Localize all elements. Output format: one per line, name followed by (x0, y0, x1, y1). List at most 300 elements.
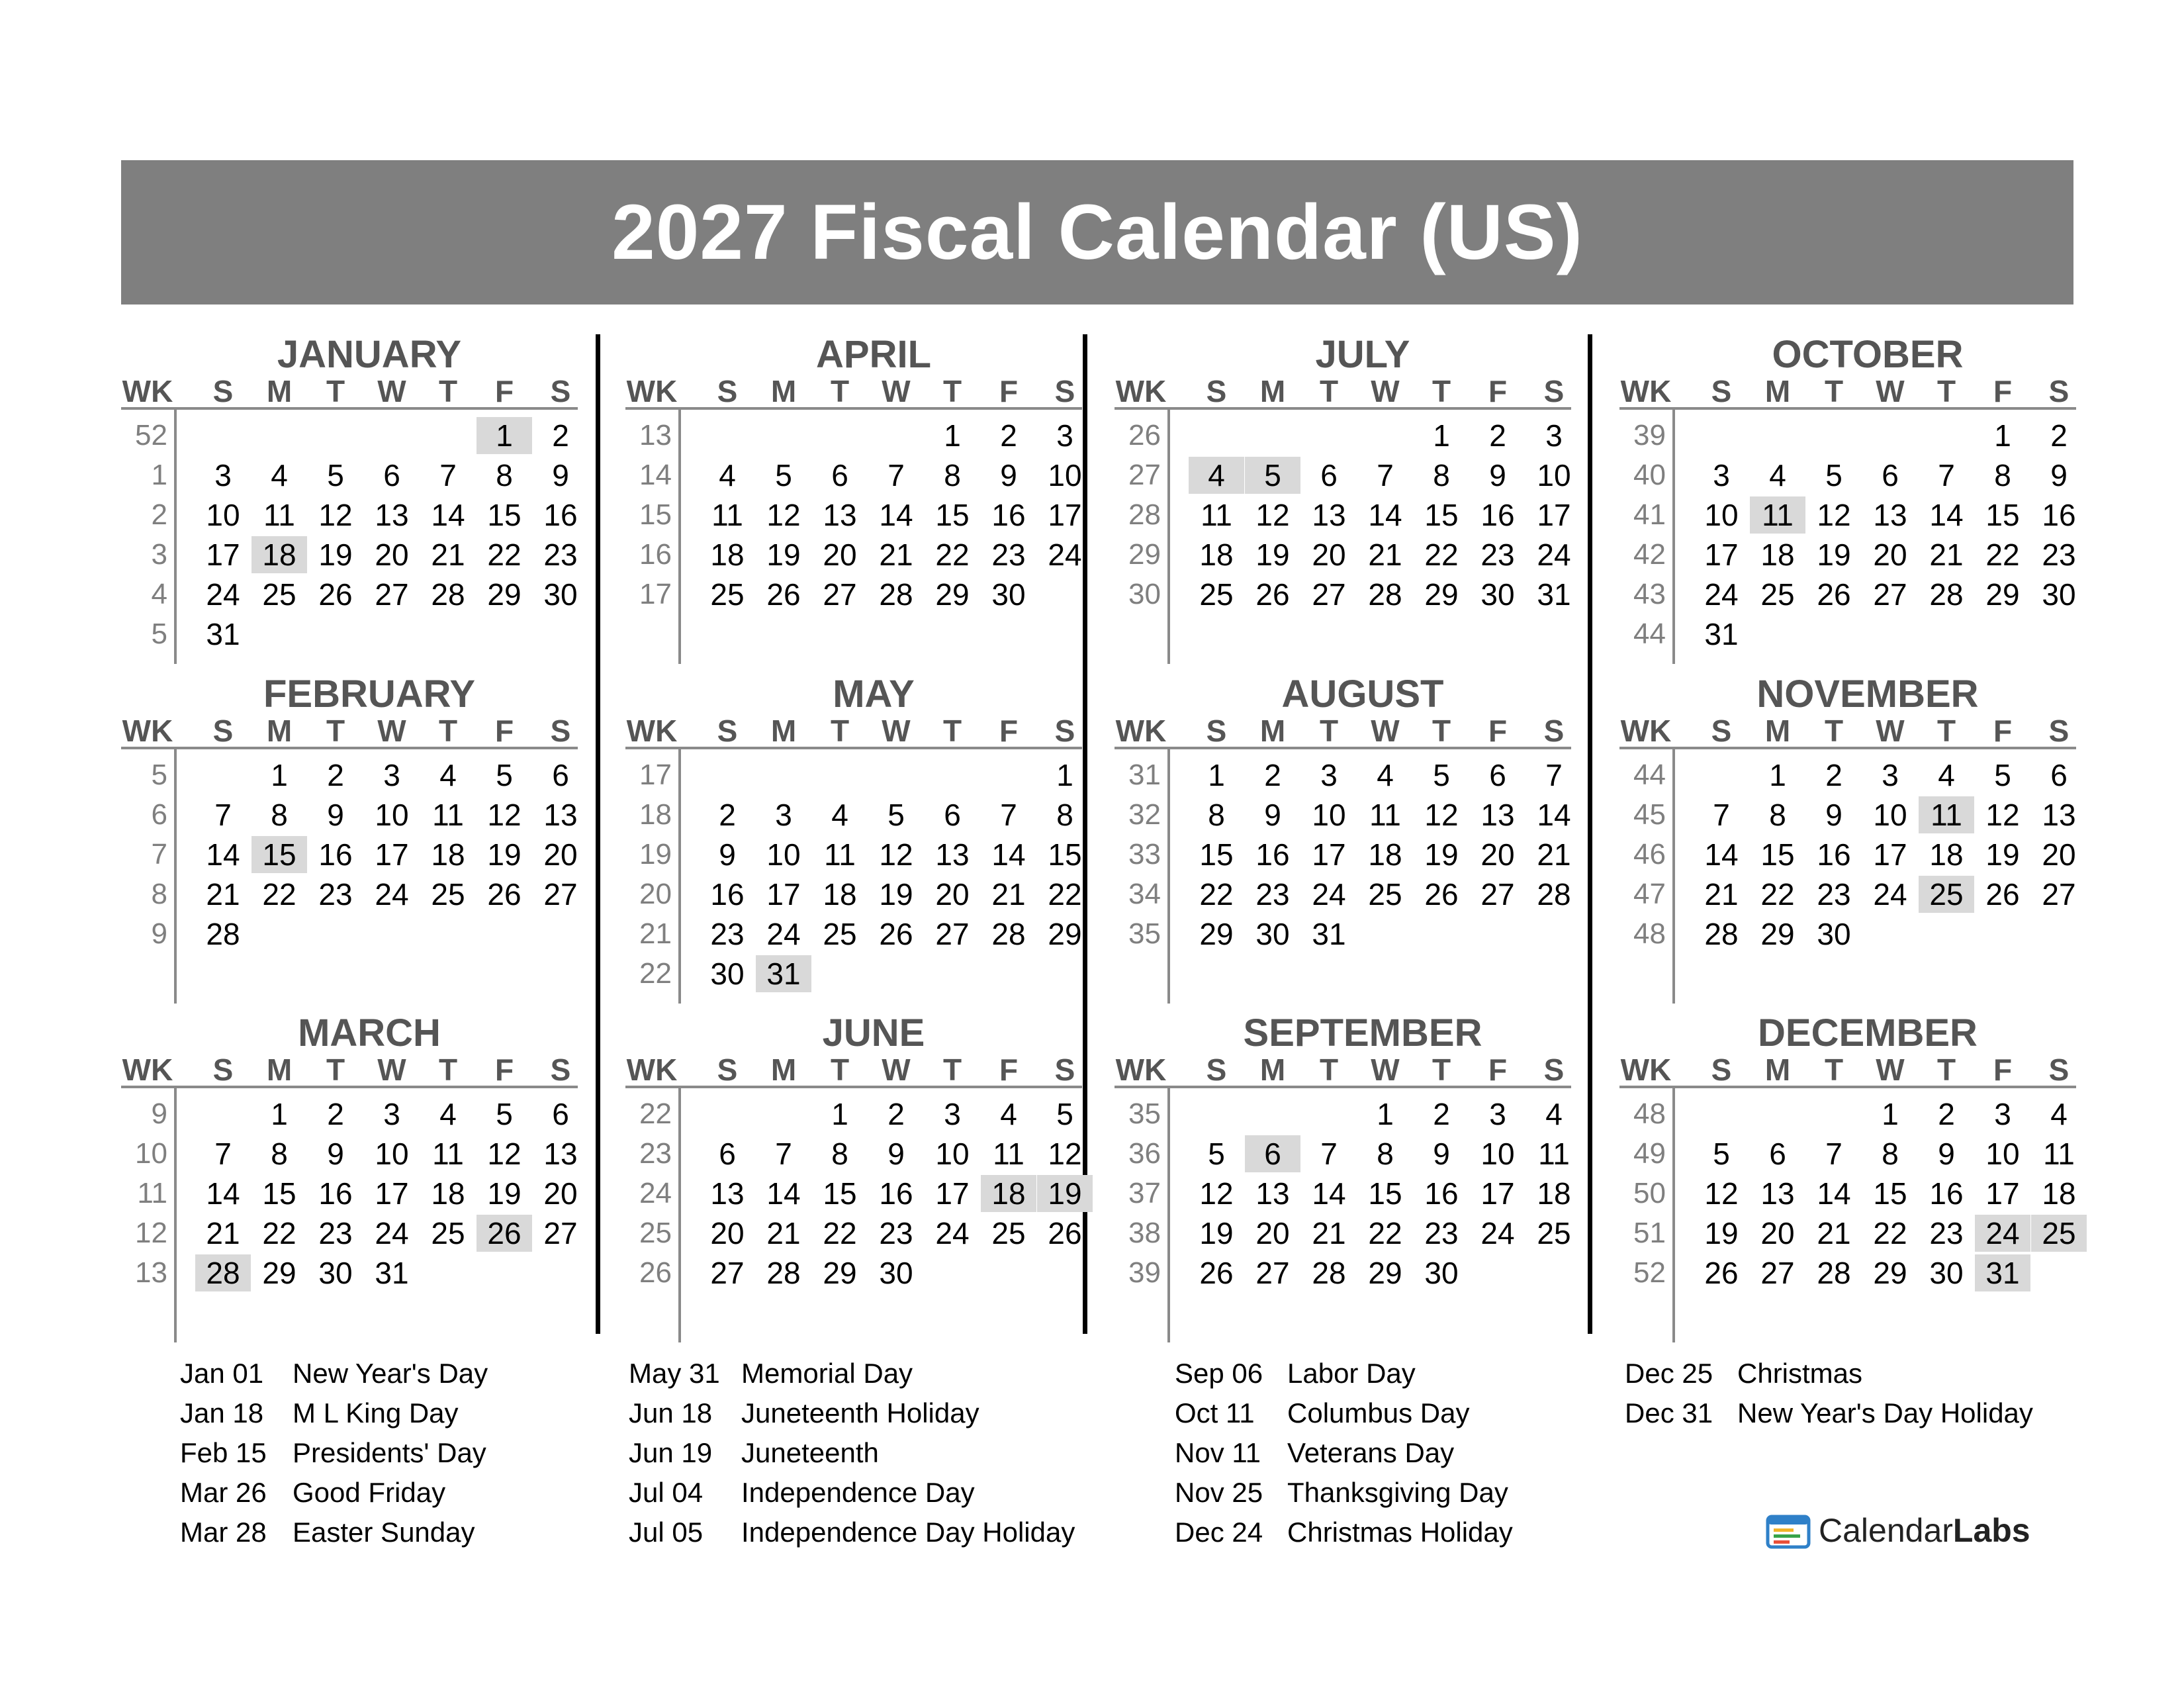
date-cell: 12 (1048, 1137, 1082, 1171)
weekday-header-cell: W (1371, 714, 1400, 748)
holiday-date-cell: 1 (477, 417, 532, 454)
date-cell: 6 (552, 1097, 569, 1131)
date-cell: 16 (318, 837, 353, 872)
weekday-header-cell: S (212, 1053, 234, 1087)
holiday-item (180, 1513, 488, 1552)
weekday-header-cell: W (1371, 374, 1400, 408)
week-divider (1672, 1088, 1675, 1342)
holiday-name: Good Friday (293, 1477, 446, 1508)
date-cell: 1 (271, 1097, 288, 1131)
weekday-header (121, 1054, 578, 1088)
date-cell: 18 (431, 837, 465, 872)
date-cell: 13 (823, 498, 857, 532)
date-cell: 20 (543, 1176, 578, 1211)
week-number: 43 (1633, 578, 1666, 610)
date-cell: 13 (1255, 1176, 1290, 1211)
weekday-header-cell: M (266, 714, 293, 748)
holiday-date: Dec 31 (1625, 1397, 1713, 1429)
week-divider (1167, 410, 1170, 664)
week-number: 47 (1633, 878, 1666, 910)
date-cell: 16 (543, 498, 578, 532)
weekday-header-cell: F (494, 714, 514, 748)
date-cell: 17 (206, 538, 240, 572)
date-cell: 4 (719, 458, 736, 492)
holiday-date: May 31 (629, 1358, 720, 1389)
date-cell: 30 (879, 1256, 913, 1290)
date-cell: 2 (1938, 1097, 1955, 1131)
date-cell: 6 (1769, 1137, 1786, 1171)
date-cell: 24 (206, 577, 240, 612)
weekday-header-cell: T (942, 374, 962, 408)
date-cell: 3 (944, 1097, 961, 1131)
date-cell: 11 (432, 1137, 464, 1171)
date-cell: 10 (1873, 798, 1907, 832)
date-cell: 11 (2043, 1137, 2075, 1171)
holiday-date: Jul 04 (629, 1477, 704, 1508)
holiday-name: Veterans Day (1287, 1437, 1455, 1468)
week-number: 13 (135, 1256, 167, 1289)
date-cell: 17 (1985, 1176, 2020, 1211)
weekday-header-cell: T (326, 1053, 345, 1087)
week-number: 37 (1128, 1177, 1161, 1209)
date-cell: 5 (887, 798, 905, 832)
date-cell: 14 (1704, 837, 1739, 872)
date-cell: 19 (1985, 837, 2020, 872)
date-cell: 18 (823, 877, 857, 912)
holiday-item (629, 1513, 1075, 1552)
weekday-header-cell: T (830, 714, 850, 748)
date-cell: 23 (1424, 1216, 1459, 1250)
week-number: 23 (639, 1137, 672, 1170)
date-cell: 25 (823, 917, 857, 951)
weekday-header-cell: T (1319, 374, 1339, 408)
week-number: 50 (1633, 1177, 1666, 1209)
holiday-name: Christmas Holiday (1287, 1517, 1513, 1548)
date-cell: 9 (719, 837, 736, 872)
date-cell: 9 (327, 798, 344, 832)
weekday-header-cell: W (1371, 1053, 1400, 1087)
weekday-header (625, 715, 1082, 749)
date-cell: 23 (2042, 538, 2076, 572)
date-cell: 28 (1817, 1256, 1851, 1290)
date-cell: 4 (271, 458, 288, 492)
date-cell: 10 (766, 837, 801, 872)
month-name: OCTOBER (1772, 333, 1964, 376)
date-cell: 29 (1424, 577, 1459, 612)
date-cell: 24 (1704, 577, 1739, 612)
week-number: 26 (1128, 419, 1161, 451)
date-cell: 2 (1433, 1097, 1450, 1131)
date-cell: 12 (487, 1137, 522, 1171)
weekday-header-cell: F (1993, 374, 2013, 408)
date-cell: 14 (431, 498, 465, 532)
date-cell: 15 (487, 498, 522, 532)
weekday-header-cell: M (770, 1053, 797, 1087)
week-number: 19 (639, 838, 672, 870)
date-cell: 1 (831, 1097, 848, 1131)
date-cell: 24 (1537, 538, 1571, 572)
month-may (625, 674, 1082, 1005)
weekday-header-cell: S (1206, 1053, 1227, 1087)
date-cell: 25 (710, 577, 745, 612)
date-cell: 9 (552, 458, 569, 492)
date-cell: 7 (1320, 1137, 1338, 1171)
date-cell: 9 (1433, 1137, 1450, 1171)
date-cell: 3 (1994, 1097, 2011, 1131)
month-name: JULY (1315, 333, 1410, 376)
weekday-header-cell: W (882, 714, 911, 748)
date-cell: 15 (1368, 1176, 1402, 1211)
date-cell: 19 (1255, 538, 1290, 572)
week-number: 2 (151, 498, 167, 531)
date-cell: 26 (1424, 877, 1459, 912)
weekday-header-cell: T (1319, 1053, 1339, 1087)
month-january (121, 334, 578, 665)
date-cell: 23 (1480, 538, 1515, 572)
date-cell: 26 (1817, 577, 1851, 612)
date-cell: 20 (1312, 538, 1346, 572)
holiday-date: Mar 26 (180, 1477, 267, 1508)
week-number: 31 (1128, 759, 1161, 791)
date-cell: 4 (831, 798, 848, 832)
month-june (625, 1013, 1082, 1344)
date-cell: 4 (2050, 1097, 2068, 1131)
week-number: 20 (639, 878, 672, 910)
date-cell: 4 (439, 1097, 457, 1131)
weekday-header-cell: S (1054, 714, 1075, 748)
date-cell: 12 (1424, 798, 1459, 832)
date-cell: 29 (1985, 577, 2020, 612)
date-cell: 9 (1938, 1137, 1955, 1171)
date-cell: 19 (487, 1176, 522, 1211)
date-cell: 3 (214, 458, 232, 492)
week-number: 16 (639, 538, 672, 571)
date-cell: 16 (1480, 498, 1515, 532)
weekday-header-cell: W (882, 1053, 911, 1087)
month-name: APRIL (816, 333, 931, 376)
week-column-header: WK (122, 714, 173, 748)
week-number: 6 (151, 798, 167, 831)
weekday-header-cell: T (1824, 374, 1844, 408)
date-cell: 22 (823, 1216, 857, 1250)
week-number: 36 (1128, 1137, 1161, 1170)
date-cell: 25 (1199, 577, 1234, 612)
date-cell: 4 (1938, 758, 1955, 792)
holiday-date-cell: 11 (1750, 496, 1805, 534)
date-cell: 5 (1208, 1137, 1225, 1171)
date-cell: 13 (543, 798, 578, 832)
date-cell: 27 (375, 577, 409, 612)
date-cell: 10 (375, 798, 409, 832)
weekday-header-cell: S (1206, 714, 1227, 748)
date-cell: 22 (262, 877, 296, 912)
holiday-name: Memorial Day (741, 1358, 913, 1389)
date-cell: 10 (206, 498, 240, 532)
date-cell: 29 (487, 577, 522, 612)
month-name: MAY (833, 673, 915, 716)
date-cell: 25 (1760, 577, 1795, 612)
date-cell: 21 (206, 877, 240, 912)
holiday-date: Oct 11 (1175, 1397, 1255, 1429)
weekday-header (1619, 375, 2076, 410)
date-cell: 7 (1377, 458, 1394, 492)
weekday-header-cell: F (494, 374, 514, 408)
weekday-header-cell: M (1259, 374, 1286, 408)
date-cell: 2 (1489, 418, 1506, 453)
date-cell: 27 (935, 917, 970, 951)
date-cell: 21 (1817, 1216, 1851, 1250)
weekday-header-cell: T (942, 714, 962, 748)
date-cell: 10 (935, 1137, 970, 1171)
date-cell: 20 (1873, 538, 1907, 572)
date-cell: 13 (1760, 1176, 1795, 1211)
month-name: FEBRUARY (263, 673, 476, 716)
date-cell: 13 (543, 1137, 578, 1171)
date-cell: 9 (2050, 458, 2068, 492)
date-cell: 31 (206, 617, 240, 651)
month-november (1619, 674, 2076, 1005)
date-cell: 12 (879, 837, 913, 872)
month-september (1115, 1013, 1571, 1344)
date-cell: 29 (1048, 917, 1082, 951)
date-cell: 5 (1056, 1097, 1073, 1131)
date-cell: 30 (1424, 1256, 1459, 1290)
week-number: 35 (1128, 917, 1161, 950)
date-cell: 8 (1208, 798, 1225, 832)
date-cell: 13 (1873, 498, 1907, 532)
date-cell: 1 (1208, 758, 1225, 792)
week-column-header: WK (1620, 714, 1672, 748)
holiday-name: Juneteenth (741, 1437, 879, 1468)
date-cell: 13 (375, 498, 409, 532)
date-cell: 20 (543, 837, 578, 872)
weekday-header-cell: S (1711, 714, 1732, 748)
date-cell: 16 (879, 1176, 913, 1211)
date-cell: 29 (935, 577, 970, 612)
date-cell: 2 (1264, 758, 1281, 792)
date-cell: 5 (1994, 758, 2011, 792)
weekday-header-cell: M (1259, 714, 1286, 748)
date-cell: 1 (1994, 418, 2011, 453)
date-cell: 28 (766, 1256, 801, 1290)
date-cell: 7 (1545, 758, 1563, 792)
date-cell: 29 (1760, 917, 1795, 951)
date-cell: 28 (991, 917, 1026, 951)
date-cell: 15 (1760, 837, 1795, 872)
date-cell: 22 (1424, 538, 1459, 572)
date-cell: 29 (1199, 917, 1234, 951)
week-number: 9 (151, 917, 167, 950)
date-cell: 30 (1480, 577, 1515, 612)
date-cell: 15 (1985, 498, 2020, 532)
date-cell: 26 (766, 577, 801, 612)
weekday-header-cell: T (438, 374, 458, 408)
weekday-header-cell: F (1993, 1053, 2013, 1087)
holiday-item (1625, 1393, 2033, 1433)
week-column-header: WK (1620, 374, 1672, 408)
week-number: 8 (151, 878, 167, 910)
weekday-header-cell: S (1054, 1053, 1075, 1087)
holiday-item (1175, 1433, 1513, 1473)
weekday-header-cell: S (550, 714, 571, 748)
date-cell: 14 (991, 837, 1026, 872)
date-cell: 23 (543, 538, 578, 572)
date-cell: 26 (1199, 1256, 1234, 1290)
week-number: 39 (1128, 1256, 1161, 1289)
date-cell: 6 (552, 758, 569, 792)
month-august (1115, 674, 1571, 1005)
date-cell: 24 (766, 917, 801, 951)
date-cell: 18 (1760, 538, 1795, 572)
date-cell: 25 (262, 577, 296, 612)
date-cell: 5 (1713, 1137, 1730, 1171)
date-cell: 5 (496, 1097, 513, 1131)
weekday-header-cell: M (1764, 374, 1791, 408)
date-cell: 11 (824, 837, 856, 872)
weekday-header-cell: S (717, 714, 738, 748)
weekday-header-cell: T (942, 1053, 962, 1087)
holiday-item (1175, 1354, 1513, 1393)
week-number: 15 (639, 498, 672, 531)
date-cell: 2 (327, 1097, 344, 1131)
date-cell: 20 (1255, 1216, 1290, 1250)
week-number: 14 (639, 459, 672, 491)
date-cell: 5 (1825, 458, 1843, 492)
date-cell: 5 (1433, 758, 1450, 792)
holiday-date-cell: 24 (1975, 1215, 2030, 1252)
holiday-date: Dec 25 (1625, 1358, 1713, 1389)
date-cell: 23 (318, 877, 353, 912)
date-cell: 22 (935, 538, 970, 572)
weekday-header-cell: W (1876, 1053, 1905, 1087)
weekday-header-cell: M (266, 374, 293, 408)
date-cell: 17 (1873, 837, 1907, 872)
date-cell: 3 (1056, 418, 1073, 453)
date-cell: 14 (1929, 498, 1964, 532)
date-cell: 1 (944, 418, 961, 453)
weekday-header-cell: T (830, 374, 850, 408)
date-cell: 21 (1537, 837, 1571, 872)
date-cell: 1 (1056, 758, 1073, 792)
date-cell: 3 (1545, 418, 1563, 453)
weekday-header-cell: T (326, 374, 345, 408)
weekday-header-cell: M (1764, 714, 1791, 748)
date-cell: 29 (1873, 1256, 1907, 1290)
weekday-header (1115, 375, 1571, 410)
page-title: 2027 Fiscal Calendar (US) (612, 189, 1583, 276)
date-cell: 30 (1817, 917, 1851, 951)
week-number: 27 (1128, 459, 1161, 491)
date-cell: 17 (1048, 498, 1082, 532)
weekday-header-cell: T (1432, 714, 1451, 748)
weekday-header-cell: T (1936, 1053, 1956, 1087)
date-cell: 20 (1760, 1216, 1795, 1250)
date-cell: 13 (1480, 798, 1515, 832)
date-cell: 6 (2050, 758, 2068, 792)
date-cell: 2 (2050, 418, 2068, 453)
week-number: 33 (1128, 838, 1161, 870)
date-cell: 17 (766, 877, 801, 912)
holiday-name: Thanksgiving Day (1287, 1477, 1508, 1508)
weekday-header-cell: F (999, 714, 1019, 748)
date-cell: 27 (1480, 877, 1515, 912)
week-number: 39 (1633, 419, 1666, 451)
weekday-header-cell: W (377, 1053, 406, 1087)
date-cell: 6 (944, 798, 961, 832)
date-cell: 19 (1424, 837, 1459, 872)
weekday-header-cell: S (1711, 374, 1732, 408)
holiday-date-cell: 25 (2031, 1215, 2087, 1252)
date-cell: 7 (1938, 458, 1955, 492)
week-number: 49 (1633, 1137, 1666, 1170)
weekday-header-cell: T (438, 714, 458, 748)
holiday-column (180, 1354, 488, 1552)
date-cell: 8 (1377, 1137, 1394, 1171)
date-cell: 7 (1825, 1137, 1843, 1171)
holiday-date: Jun 18 (629, 1397, 713, 1429)
weekday-header-cell: S (1711, 1053, 1732, 1087)
week-number: 25 (639, 1217, 672, 1249)
date-cell: 30 (1929, 1256, 1964, 1290)
weekday-header-cell: M (770, 714, 797, 748)
week-divider (1672, 749, 1675, 1004)
date-cell: 8 (271, 798, 288, 832)
weekday-header-cell: S (2048, 374, 2070, 408)
weekday-header-cell: S (212, 714, 234, 748)
holiday-date-cell: 25 (1919, 876, 1974, 913)
date-cell: 12 (1199, 1176, 1234, 1211)
date-cell: 8 (1994, 458, 2011, 492)
date-cell: 20 (1480, 837, 1515, 872)
holiday-item (1175, 1393, 1513, 1433)
date-cell: 2 (552, 418, 569, 453)
date-cell: 12 (1985, 798, 2020, 832)
date-cell: 17 (1704, 538, 1739, 572)
date-cell: 14 (766, 1176, 801, 1211)
month-name: SEPTEMBER (1243, 1011, 1482, 1055)
date-cell: 14 (1817, 1176, 1851, 1211)
date-cell: 17 (1480, 1176, 1515, 1211)
date-cell: 18 (1368, 837, 1402, 872)
date-cell: 4 (1377, 758, 1394, 792)
date-cell: 24 (1048, 538, 1082, 572)
date-cell: 29 (1368, 1256, 1402, 1290)
date-cell: 2 (1825, 758, 1843, 792)
date-cell: 14 (1368, 498, 1402, 532)
holiday-name: Independence Day (741, 1477, 975, 1508)
date-cell: 31 (1537, 577, 1571, 612)
holiday-item (1175, 1513, 1513, 1552)
week-number: 12 (135, 1217, 167, 1249)
weekday-header (1115, 715, 1571, 749)
date-cell: 9 (887, 1137, 905, 1171)
weekday-header-cell: W (882, 374, 911, 408)
weekday-header-cell: W (1876, 374, 1905, 408)
date-cell: 27 (543, 1216, 578, 1250)
date-cell: 18 (431, 1176, 465, 1211)
date-cell: 4 (439, 758, 457, 792)
date-cell: 6 (831, 458, 848, 492)
date-cell: 31 (375, 1256, 409, 1290)
date-cell: 19 (318, 538, 353, 572)
date-cell: 27 (1255, 1256, 1290, 1290)
weekday-header-cell: T (1936, 714, 1956, 748)
holiday-name: Easter Sunday (293, 1517, 475, 1548)
weekday-header-cell: W (1876, 714, 1905, 748)
date-cell: 15 (262, 1176, 296, 1211)
week-number: 35 (1128, 1098, 1161, 1130)
weekday-header-cell: T (1432, 374, 1451, 408)
